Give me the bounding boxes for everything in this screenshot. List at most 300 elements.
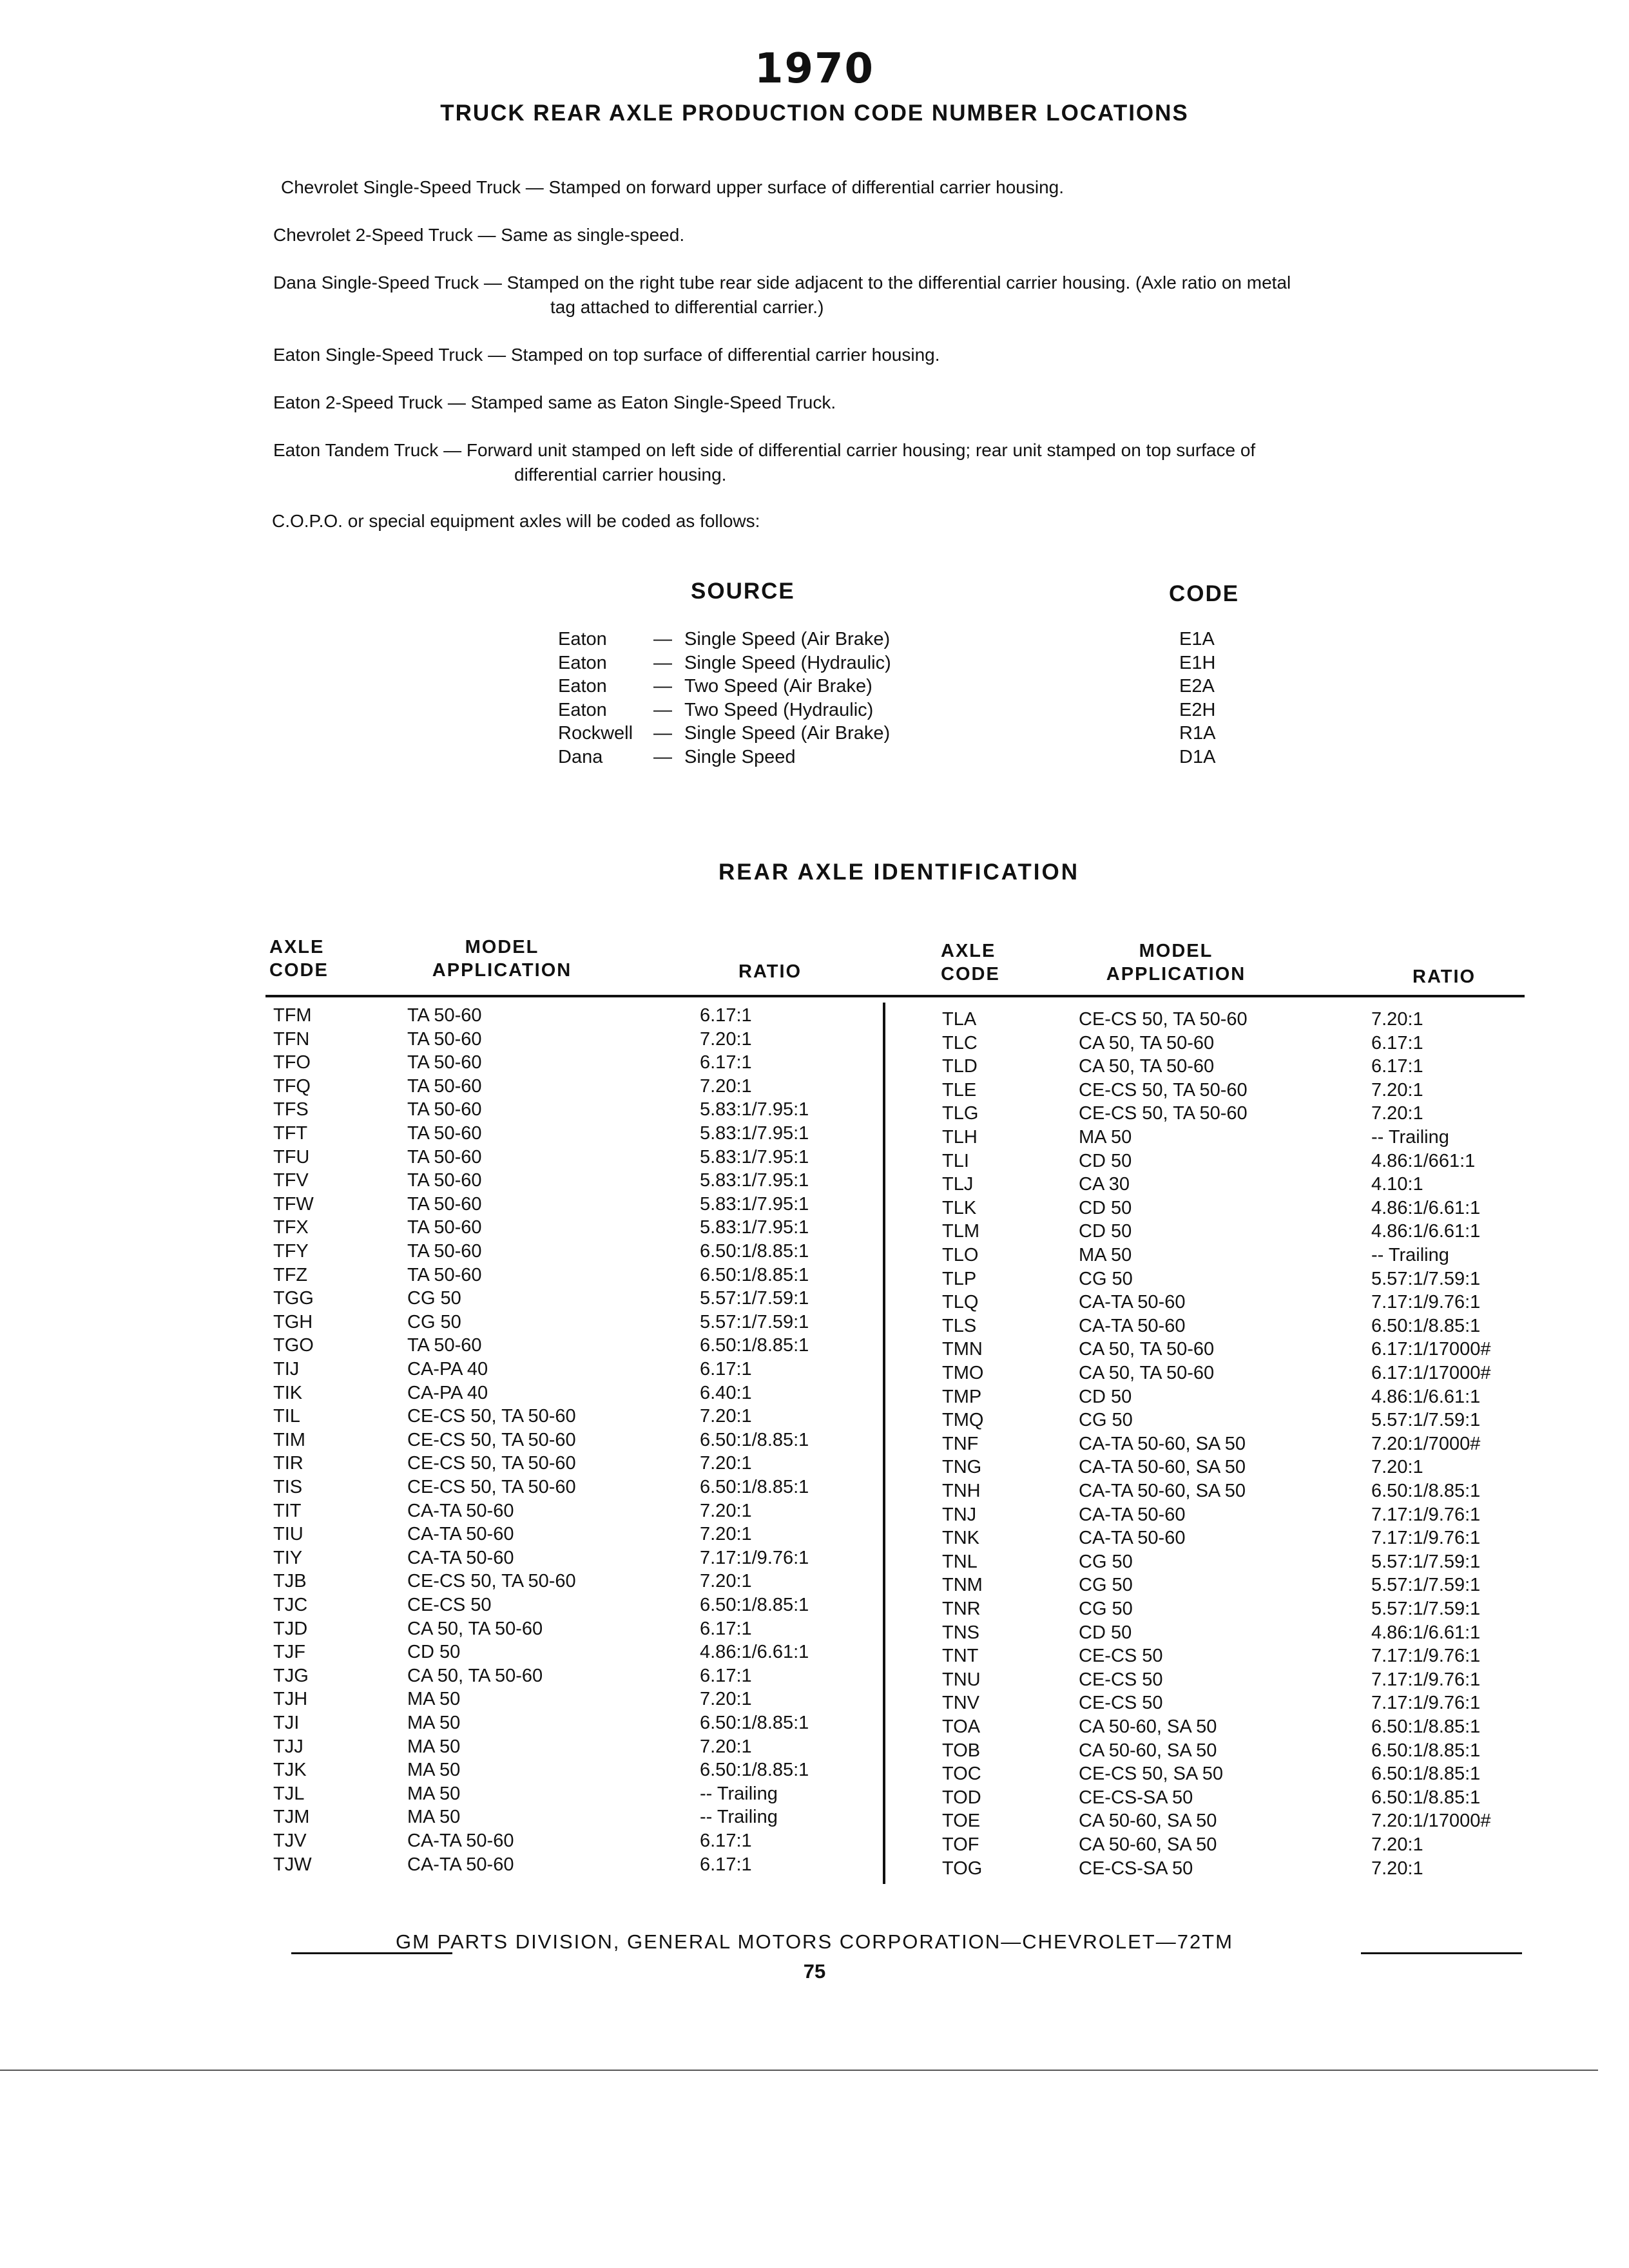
copo-dash: —	[653, 652, 672, 673]
model-application: CA 50-60, SA 50	[1079, 1811, 1217, 1832]
location-text: Chevrolet 2-Speed Truck — Same as single-speed.	[273, 225, 685, 245]
model-application: TA 50-60	[407, 1170, 482, 1191]
ratio: 7.17:1/9.76:1	[700, 1547, 809, 1568]
model-application: CE-CS 50	[407, 1595, 492, 1615]
table-row	[0, 1314, 1629, 1338]
table-row	[0, 1244, 1629, 1267]
table-row	[0, 1573, 1629, 1597]
copo-dash: —	[653, 699, 672, 720]
model-application: MA 50	[407, 1760, 461, 1781]
model-application: MA 50	[407, 1807, 461, 1828]
ratio: 6.50:1/8.85:1	[700, 1241, 809, 1262]
axle-code: TGO	[273, 1335, 314, 1356]
axle-code: TJD	[273, 1618, 308, 1639]
table-row	[0, 1008, 1629, 1032]
model-application: CA-TA 50-60	[1079, 1315, 1186, 1336]
ratio: 7.20:1/7000#	[1371, 1433, 1481, 1454]
model-application: CD 50	[407, 1642, 461, 1663]
model-application: MA 50	[407, 1736, 461, 1757]
axle-code: TFT	[273, 1123, 308, 1144]
model-application: CA 50-60, SA 50	[1079, 1834, 1217, 1855]
ratio: 5.57:1/7.59:1	[700, 1311, 809, 1332]
axle-code: TFN	[273, 1028, 310, 1050]
axle-code: TNT	[942, 1646, 979, 1667]
document-title: TRUCK REAR AXLE PRODUCTION CODE NUMBER LOCATIONS	[440, 101, 1189, 126]
model-application: CA-TA 50-60	[1079, 1528, 1186, 1549]
ratio: 7.20:1/17000#	[1371, 1811, 1491, 1832]
ratio: 5.83:1/7.95:1	[700, 1193, 809, 1215]
copo-maker: Dana	[558, 746, 603, 767]
table-row	[0, 1833, 1629, 1857]
table-row	[0, 1456, 1629, 1479]
axle-code: TIJ	[273, 1359, 300, 1379]
ratio: 6.50:1/8.85:1	[1371, 1740, 1481, 1761]
ratio: 6.40:1	[700, 1382, 752, 1403]
table-row	[0, 1432, 1629, 1456]
model-application: MA 50	[407, 1713, 461, 1733]
copo-description: Single Speed (Air Brake)	[684, 723, 891, 744]
axle-code: TLO	[942, 1245, 979, 1265]
axle-code: TJF	[273, 1642, 305, 1663]
model-application: CG 50	[1079, 1575, 1133, 1596]
model-application: CE-CS 50	[1079, 1693, 1163, 1714]
model-application: TA 50-60	[407, 1028, 482, 1050]
header-text: AXLE	[941, 941, 996, 961]
ratio: 6.50:1/8.85:1	[700, 1335, 809, 1356]
axle-code: TMP	[942, 1386, 982, 1407]
model-application: MA 50	[407, 1689, 461, 1710]
model-application: CA-PA 40	[407, 1359, 488, 1379]
ratio: 4.10:1	[1371, 1174, 1423, 1195]
copo-row	[0, 698, 1629, 722]
copo-dash: —	[653, 746, 672, 767]
axle-code: TNS	[942, 1622, 979, 1643]
ratio: 7.17:1/9.76:1	[1371, 1669, 1481, 1690]
table-row	[0, 1291, 1629, 1314]
axle-code: TOA	[942, 1716, 981, 1737]
axle-code: TIU	[273, 1524, 304, 1545]
model-application: CD 50	[1079, 1221, 1132, 1242]
model-application: TA 50-60	[407, 1264, 482, 1285]
ratio: 6.17:1/17000#	[1371, 1339, 1491, 1360]
model-application: CA 50, TA 50-60	[407, 1665, 543, 1686]
table-row	[0, 1079, 1629, 1102]
copo-description: Two Speed (Hydraulic)	[684, 699, 874, 720]
ratio: 7.20:1	[1371, 1457, 1423, 1478]
model-application: CE-CS-SA 50	[1079, 1858, 1193, 1879]
table-row	[0, 1786, 1629, 1810]
location-chevrolet-2speed	[273, 223, 1536, 247]
document-year: 1970	[754, 45, 875, 93]
header-text: APPLICATION	[432, 960, 572, 981]
ratio: 7.17:1/9.76:1	[1371, 1693, 1481, 1714]
axle-code: TIS	[273, 1477, 303, 1497]
model-application: CE-CS 50	[1079, 1669, 1163, 1690]
table-row	[0, 1220, 1629, 1244]
ratio: 6.17:1	[1371, 1032, 1423, 1053]
copo-dash: —	[653, 723, 672, 744]
model-application: CA 50, TA 50-60	[1079, 1339, 1215, 1360]
ratio: 6.50:1/8.85:1	[1371, 1315, 1481, 1336]
model-application: CE-CS 50	[1079, 1646, 1163, 1667]
model-application: CA 50, TA 50-60	[1079, 1032, 1215, 1053]
ratio: 4.86:1/6.61:1	[1371, 1386, 1481, 1407]
table-row	[0, 1809, 1629, 1833]
location-chevrolet-single	[281, 175, 1544, 200]
table-row	[0, 1149, 1629, 1173]
axle-code-header-right	[941, 939, 1000, 986]
model-application: CE-CS 50, TA 50-60	[407, 1453, 576, 1474]
ratio-header-left: RATIO	[738, 961, 802, 982]
model-application: CA-TA 50-60, SA 50	[1079, 1433, 1246, 1454]
model-application: CA-TA 50-60	[407, 1547, 514, 1568]
copo-row	[0, 628, 1629, 651]
axle-code: TFU	[273, 1146, 310, 1168]
ratio: 7.20:1	[1371, 1834, 1423, 1855]
copo-maker: Eaton	[558, 629, 607, 649]
axle-code: TFS	[273, 1099, 309, 1120]
axle-code: TLP	[942, 1268, 977, 1289]
axle-code: TGG	[273, 1288, 314, 1309]
ratio: 5.57:1/7.59:1	[1371, 1410, 1481, 1431]
copo-maker: Eaton	[558, 699, 607, 720]
ratio: 6.17:1	[700, 1831, 752, 1851]
axle-code: TOD	[942, 1787, 981, 1808]
axle-code: TJL	[273, 1783, 305, 1804]
model-application-header-left	[428, 936, 576, 982]
model-application: CA-TA 50-60	[1079, 1292, 1186, 1313]
location-eaton-single	[273, 343, 1536, 367]
header-rule	[265, 995, 1525, 997]
ratio: 7.20:1	[700, 1028, 752, 1050]
ratio: 6.50:1/8.85:1	[700, 1760, 809, 1781]
header-text: CODE	[269, 960, 329, 981]
copo-description: Single Speed (Air Brake)	[684, 629, 891, 649]
model-application: CE-CS-SA 50	[1079, 1787, 1193, 1808]
copo-description: Two Speed (Air Brake)	[684, 676, 872, 697]
copo-code: R1A	[1179, 723, 1216, 744]
axle-code: TJH	[273, 1689, 308, 1710]
location-text: Eaton Single-Speed Truck — Stamped on top surface of differential carrier housing.	[273, 345, 940, 365]
model-application: CA 50, TA 50-60	[1079, 1056, 1215, 1077]
table-row	[0, 1691, 1629, 1715]
axle-code: TIR	[273, 1453, 304, 1474]
copo-description: Single Speed	[684, 746, 796, 767]
ratio: 5.83:1/7.95:1	[700, 1099, 809, 1120]
axle-code: TLG	[942, 1103, 979, 1124]
axle-code: TFW	[273, 1193, 314, 1215]
header-text: CODE	[941, 964, 1000, 985]
axle-code: TFQ	[273, 1075, 311, 1097]
ratio: 6.17:1	[700, 1854, 752, 1875]
axle-code: TLM	[942, 1221, 979, 1242]
axle-code: TFZ	[273, 1264, 308, 1285]
copo-code: E1H	[1179, 652, 1216, 673]
ratio: -- Trailing	[1371, 1127, 1449, 1148]
model-application: CG 50	[407, 1288, 461, 1309]
axle-code: TGH	[273, 1311, 313, 1332]
ratio: 6.50:1/8.85:1	[700, 1264, 809, 1285]
ratio: 6.17:1	[700, 1005, 752, 1026]
page-number: 75	[803, 1960, 826, 1983]
model-application: CE-CS 50, TA 50-60	[1079, 1103, 1248, 1124]
ratio: 6.50:1/8.85:1	[1371, 1787, 1481, 1808]
axle-code: TIY	[273, 1547, 303, 1568]
axle-code: TOF	[942, 1834, 979, 1855]
model-application: MA 50	[1079, 1127, 1132, 1148]
table-row	[0, 1857, 1629, 1881]
location-text: Eaton 2-Speed Truck — Stamped same as Eaton Single-Speed Truck.	[273, 392, 836, 412]
axle-code: TLE	[942, 1079, 977, 1100]
ratio: 6.17:1	[700, 1618, 752, 1639]
model-application: TA 50-60	[407, 1052, 482, 1073]
axle-code: TLH	[942, 1127, 978, 1148]
header-text: AXLE	[269, 937, 325, 957]
axle-code: TNR	[942, 1599, 981, 1619]
ratio: 6.50:1/8.85:1	[700, 1477, 809, 1497]
ratio: 7.20:1	[700, 1689, 752, 1710]
model-application: CE-CS 50, TA 50-60	[1079, 1079, 1248, 1100]
location-text: Dana Single-Speed Truck — Stamped on the right tube rear side adjacent to the differential carrier housing. (Axle ratio on metal	[273, 273, 1291, 293]
model-application-header-right	[1102, 939, 1250, 986]
table-row	[0, 1126, 1629, 1149]
model-application: CG 50	[1079, 1599, 1133, 1619]
copo-source-header: SOURCE	[691, 579, 795, 604]
ratio: -- Trailing	[1371, 1245, 1449, 1265]
ratio: 7.20:1	[700, 1075, 752, 1097]
table-row	[0, 1550, 1629, 1574]
axle-code: TJW	[273, 1854, 312, 1875]
ratio: 6.17:1	[700, 1052, 752, 1073]
axle-code: TNJ	[942, 1504, 977, 1525]
location-eaton-2speed	[273, 390, 1536, 415]
axle-code: TFX	[273, 1217, 309, 1238]
copo-maker: Rockwell	[558, 723, 633, 744]
model-application: MA 50	[1079, 1245, 1132, 1265]
table-row	[0, 1032, 1629, 1055]
model-application: CA-TA 50-60, SA 50	[1079, 1481, 1246, 1501]
model-application: CA-TA 50-60	[407, 1524, 514, 1545]
ratio: 7.20:1	[1371, 1079, 1423, 1100]
rear-axle-title: REAR AXLE IDENTIFICATION	[718, 860, 1080, 885]
axle-code: TNV	[942, 1693, 979, 1714]
ratio: 4.86:1/6.61:1	[700, 1642, 809, 1663]
location-text-continued: tag attached to differential carrier.)	[550, 297, 824, 317]
ratio: 6.17:1	[700, 1665, 752, 1686]
axle-code: TOG	[942, 1858, 983, 1879]
copo-code: D1A	[1179, 746, 1216, 767]
copo-description: Single Speed (Hydraulic)	[684, 652, 891, 673]
ratio: 7.20:1	[700, 1524, 752, 1545]
model-application: TA 50-60	[407, 1123, 482, 1144]
model-application: TA 50-60	[407, 1217, 482, 1238]
table-row	[0, 1762, 1629, 1786]
model-application: TA 50-60	[407, 1075, 482, 1097]
ratio: 7.17:1/9.76:1	[1371, 1292, 1481, 1313]
copo-maker: Eaton	[558, 652, 607, 673]
axle-code: TLJ	[942, 1174, 974, 1195]
model-application: CA-TA 50-60	[407, 1831, 514, 1851]
axle-code: TJK	[273, 1760, 307, 1781]
ratio: 7.20:1	[700, 1571, 752, 1592]
axle-code: TNL	[942, 1551, 978, 1572]
ratio: 5.83:1/7.95:1	[700, 1146, 809, 1168]
ratio: 7.17:1/9.76:1	[1371, 1504, 1481, 1525]
model-application: TA 50-60	[407, 1099, 482, 1120]
axle-code: TJV	[273, 1831, 307, 1851]
table-row	[0, 1385, 1629, 1409]
axle-code: TOE	[942, 1811, 981, 1832]
axle-code: TNG	[942, 1457, 982, 1478]
copo-code: E2H	[1179, 699, 1216, 720]
table-row	[0, 1408, 1629, 1432]
model-application: TA 50-60	[407, 1241, 482, 1262]
axle-code: TNH	[942, 1481, 981, 1501]
model-application: CA 50, TA 50-60	[1079, 1363, 1215, 1383]
table-row	[0, 1597, 1629, 1621]
ratio: 7.20:1	[1371, 1103, 1423, 1124]
axle-code: TIL	[273, 1406, 300, 1427]
model-application: CD 50	[1079, 1150, 1132, 1171]
ratio: 5.57:1/7.59:1	[1371, 1268, 1481, 1289]
axle-code: TLA	[942, 1009, 977, 1030]
table-row	[0, 1526, 1629, 1550]
model-application: CA-TA 50-60	[407, 1500, 514, 1521]
axle-code: TLD	[942, 1056, 978, 1077]
model-application: CE-CS 50, TA 50-60	[407, 1406, 576, 1427]
ratio: -- Trailing	[700, 1807, 778, 1828]
axle-code: TFM	[273, 1005, 312, 1026]
axle-code: TJG	[273, 1665, 309, 1686]
ratio: -- Trailing	[700, 1783, 778, 1804]
ratio: 5.57:1/7.59:1	[1371, 1575, 1481, 1596]
table-row	[0, 1267, 1629, 1291]
ratio: 7.17:1/9.76:1	[1371, 1528, 1481, 1549]
ratio: 5.57:1/7.59:1	[1371, 1599, 1481, 1619]
copo-code: E1A	[1179, 629, 1215, 649]
ratio: 5.83:1/7.95:1	[700, 1217, 809, 1238]
table-row	[0, 1644, 1629, 1668]
ratio: 7.20:1	[700, 1406, 752, 1427]
ratio: 6.50:1/8.85:1	[1371, 1716, 1481, 1737]
axle-code: TNU	[942, 1669, 981, 1690]
footer-text: GM PARTS DIVISION, GENERAL MOTORS CORPORATION—CHEVROLET—72TM	[396, 1930, 1233, 1953]
location-eaton-tandem	[273, 438, 1562, 487]
model-application: CG 50	[407, 1311, 461, 1332]
model-application: TA 50-60	[407, 1146, 482, 1168]
model-application: TA 50-60	[407, 1005, 482, 1026]
copo-maker: Eaton	[558, 676, 607, 697]
model-application: CA 50, TA 50-60	[407, 1618, 543, 1639]
model-application: CA-TA 50-60	[407, 1854, 514, 1875]
location-text-continued: differential carrier housing.	[514, 465, 727, 485]
ratio: 5.57:1/7.59:1	[700, 1288, 809, 1309]
ratio: 7.20:1	[700, 1736, 752, 1757]
axle-code: TLS	[942, 1315, 977, 1336]
copo-dash: —	[653, 629, 672, 649]
axle-code: TFO	[273, 1052, 311, 1073]
ratio: 6.17:1	[1371, 1056, 1423, 1077]
ratio-header-right: RATIO	[1412, 966, 1476, 987]
ratio: 6.50:1/8.85:1	[1371, 1763, 1481, 1785]
copo-row	[0, 675, 1629, 698]
axle-code: TJJ	[273, 1736, 304, 1757]
copo-code: E2A	[1179, 676, 1215, 697]
ratio: 7.20:1	[1371, 1858, 1423, 1879]
axle-code: TNF	[942, 1433, 979, 1454]
table-row	[0, 1102, 1629, 1126]
axle-code: TLI	[942, 1150, 969, 1171]
model-application: CA 50-60, SA 50	[1079, 1740, 1217, 1761]
ratio: 7.20:1	[700, 1453, 752, 1474]
axle-code: TJC	[273, 1595, 308, 1615]
copo-dash: —	[653, 676, 672, 697]
ratio: 7.20:1	[700, 1500, 752, 1521]
model-application: CA-TA 50-60	[1079, 1504, 1186, 1525]
table-row	[0, 1621, 1629, 1645]
model-application: MA 50	[407, 1783, 461, 1804]
copo-row	[0, 745, 1629, 769]
ratio: 6.50:1/8.85:1	[700, 1595, 809, 1615]
ratio: 4.86:1/6.61:1	[1371, 1622, 1481, 1643]
axle-code: TJB	[273, 1571, 307, 1592]
axle-code: TMN	[942, 1339, 983, 1360]
axle-code: TFV	[273, 1170, 309, 1191]
model-application: CE-CS 50, TA 50-60	[407, 1571, 576, 1592]
axle-code: TLC	[942, 1032, 978, 1053]
location-dana-single	[273, 271, 1562, 320]
axle-code-header-left	[269, 936, 329, 982]
axle-code: TMO	[942, 1363, 984, 1383]
axle-code: TIT	[273, 1500, 302, 1521]
model-application: CD 50	[1079, 1622, 1132, 1643]
table-row	[0, 1361, 1629, 1385]
axle-code: TOB	[942, 1740, 981, 1761]
table-row	[0, 1739, 1629, 1763]
table-row	[0, 1715, 1629, 1739]
copo-code-header: CODE	[1169, 581, 1240, 606]
axle-code: TNM	[942, 1575, 983, 1596]
axle-code: TFY	[273, 1241, 309, 1262]
axle-code: TLK	[942, 1197, 977, 1218]
axle-code: TOC	[942, 1763, 981, 1785]
ratio: 4.86:1/661:1	[1371, 1150, 1476, 1171]
ratio: 7.20:1	[1371, 1009, 1423, 1030]
header-text: MODEL	[1139, 941, 1213, 961]
model-application: CE-CS 50, TA 50-60	[407, 1477, 576, 1497]
model-application: CA-TA 50-60, SA 50	[1079, 1457, 1246, 1478]
table-row	[0, 1479, 1629, 1503]
model-application: CG 50	[1079, 1410, 1133, 1431]
ratio: 4.86:1/6.61:1	[1371, 1197, 1481, 1218]
table-row	[0, 1338, 1629, 1361]
axle-code: TNK	[942, 1528, 979, 1549]
axle-code: TJM	[273, 1807, 310, 1828]
copo-row	[0, 722, 1629, 745]
model-application: CG 50	[1079, 1268, 1133, 1289]
header-text: MODEL	[465, 937, 539, 957]
model-application: CG 50	[1079, 1551, 1133, 1572]
header-text: APPLICATION	[1106, 964, 1246, 985]
scan-edge-line	[0, 2070, 1598, 2071]
model-application: CE-CS 50, SA 50	[1079, 1763, 1224, 1785]
ratio: 6.50:1/8.85:1	[700, 1429, 809, 1450]
ratio: 4.86:1/6.61:1	[1371, 1221, 1481, 1242]
model-application: CD 50	[1079, 1386, 1132, 1407]
location-text: Chevrolet Single-Speed Truck — Stamped on forward upper surface of differential carrier housing.	[281, 177, 1065, 197]
model-application: TA 50-60	[407, 1335, 482, 1356]
model-application: CE-CS 50, TA 50-60	[407, 1429, 576, 1450]
